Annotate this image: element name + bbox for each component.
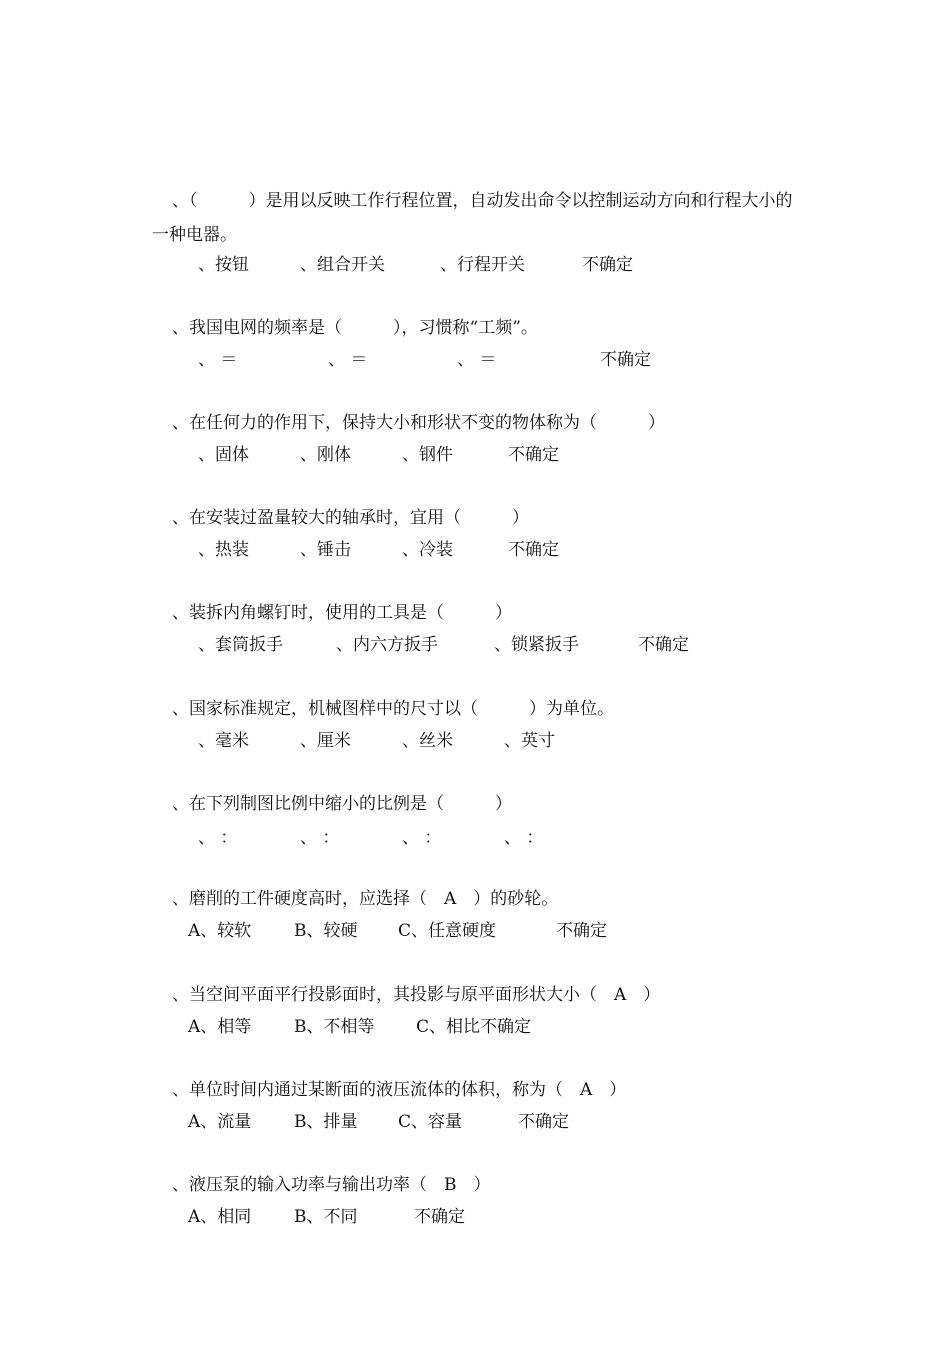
question-11-stem: 、液压泵的输入功率与输出功率（ B ）	[172, 1175, 491, 1195]
question-1-option-a: 、按钮	[198, 255, 249, 275]
question-1-stem-line1: 、（ ）是用以反映工作行程位置，自动发出命令以控制运动方向和行程大小的	[172, 191, 793, 211]
question-3-option-d: 不确定	[508, 445, 559, 465]
question-1-option-d: 不确定	[582, 255, 633, 275]
question-9-option-b: B、不相等	[294, 1017, 375, 1037]
question-10-option-a: A、流量	[188, 1112, 252, 1132]
question-1-option-b: 、组合开关	[300, 255, 385, 275]
question-5-stem: 、装拆内角螺钉时，使用的工具是（ ）	[172, 603, 512, 623]
question-1-option-c: 、行程开关	[440, 255, 525, 275]
question-7-option-d: 、 ：	[504, 828, 544, 848]
question-4-option-b: 、锤击	[300, 540, 351, 560]
question-7-option-a: 、 ：	[198, 828, 238, 848]
question-5-option-c: 、锁紧扳手	[494, 635, 579, 655]
question-5-option-b: 、内六方扳手	[336, 635, 438, 655]
question-4-stem: 、在安装过盈量较大的轴承时，宜用（ ）	[172, 508, 529, 528]
question-7-option-c: 、 ：	[402, 828, 442, 848]
question-3-option-c: 、钢件	[402, 445, 453, 465]
question-10-option-c: C、容量	[398, 1112, 463, 1132]
question-8-option-c: C、任意硬度	[398, 921, 497, 941]
question-2-option-d: 不确定	[600, 350, 651, 370]
question-8-option-b: B、较硬	[294, 921, 358, 941]
question-4-option-a: 、热装	[198, 540, 249, 560]
question-8-option-d: 不确定	[556, 921, 607, 941]
question-3-stem: 、在任何力的作用下，保持大小和形状不变的物体称为（ ）	[172, 413, 665, 433]
question-4-option-d: 不确定	[508, 540, 559, 560]
question-8-stem: 、磨削的工件硬度高时，应选择（ A ）的砂轮。	[172, 889, 559, 909]
question-2-option-a: 、 ＝	[198, 350, 238, 370]
question-11-option-c: 不确定	[414, 1207, 465, 1227]
question-11-option-b: B、不同	[294, 1207, 358, 1227]
question-9-option-c: C、相比不确定	[416, 1017, 532, 1037]
question-6-option-d: 、英寸	[504, 731, 555, 751]
question-8-option-a: A、较软	[188, 921, 252, 941]
question-5-option-d: 不确定	[638, 635, 689, 655]
question-5-option-a: 、套筒扳手	[198, 635, 283, 655]
question-6-stem: 、国家标准规定，机械图样中的尺寸以（ ）为单位。	[172, 699, 614, 719]
question-10-option-d: 不确定	[518, 1112, 569, 1132]
question-9-option-a: A、相等	[188, 1017, 252, 1037]
question-6-option-b: 、厘米	[300, 731, 351, 751]
question-3-option-a: 、固体	[198, 445, 249, 465]
question-7-option-b: 、 ：	[300, 828, 340, 848]
question-9-stem: 、当空间平面平行投影面时，其投影与原平面形状大小（ A ）	[172, 985, 661, 1005]
question-4-option-c: 、冷装	[402, 540, 453, 560]
question-2-option-c: 、 ＝	[457, 350, 497, 370]
question-10-option-b: B、排量	[294, 1112, 358, 1132]
question-10-stem: 、单位时间内通过某断面的液压流体的体积，称为（ A ）	[172, 1080, 627, 1100]
question-11-option-a: A、相同	[188, 1207, 252, 1227]
question-7-stem: 、在下列制图比例中缩小的比例是（ ）	[172, 794, 512, 814]
question-6-option-a: 、毫米	[198, 731, 249, 751]
question-1-stem-line2: 一种电器。	[152, 225, 237, 245]
question-6-option-c: 、丝米	[402, 731, 453, 751]
question-2-stem: 、我国电网的频率是（ ），习惯称“工频”。	[172, 318, 538, 338]
question-3-option-b: 、刚体	[300, 445, 351, 465]
question-2-option-b: 、 ＝	[328, 350, 368, 370]
